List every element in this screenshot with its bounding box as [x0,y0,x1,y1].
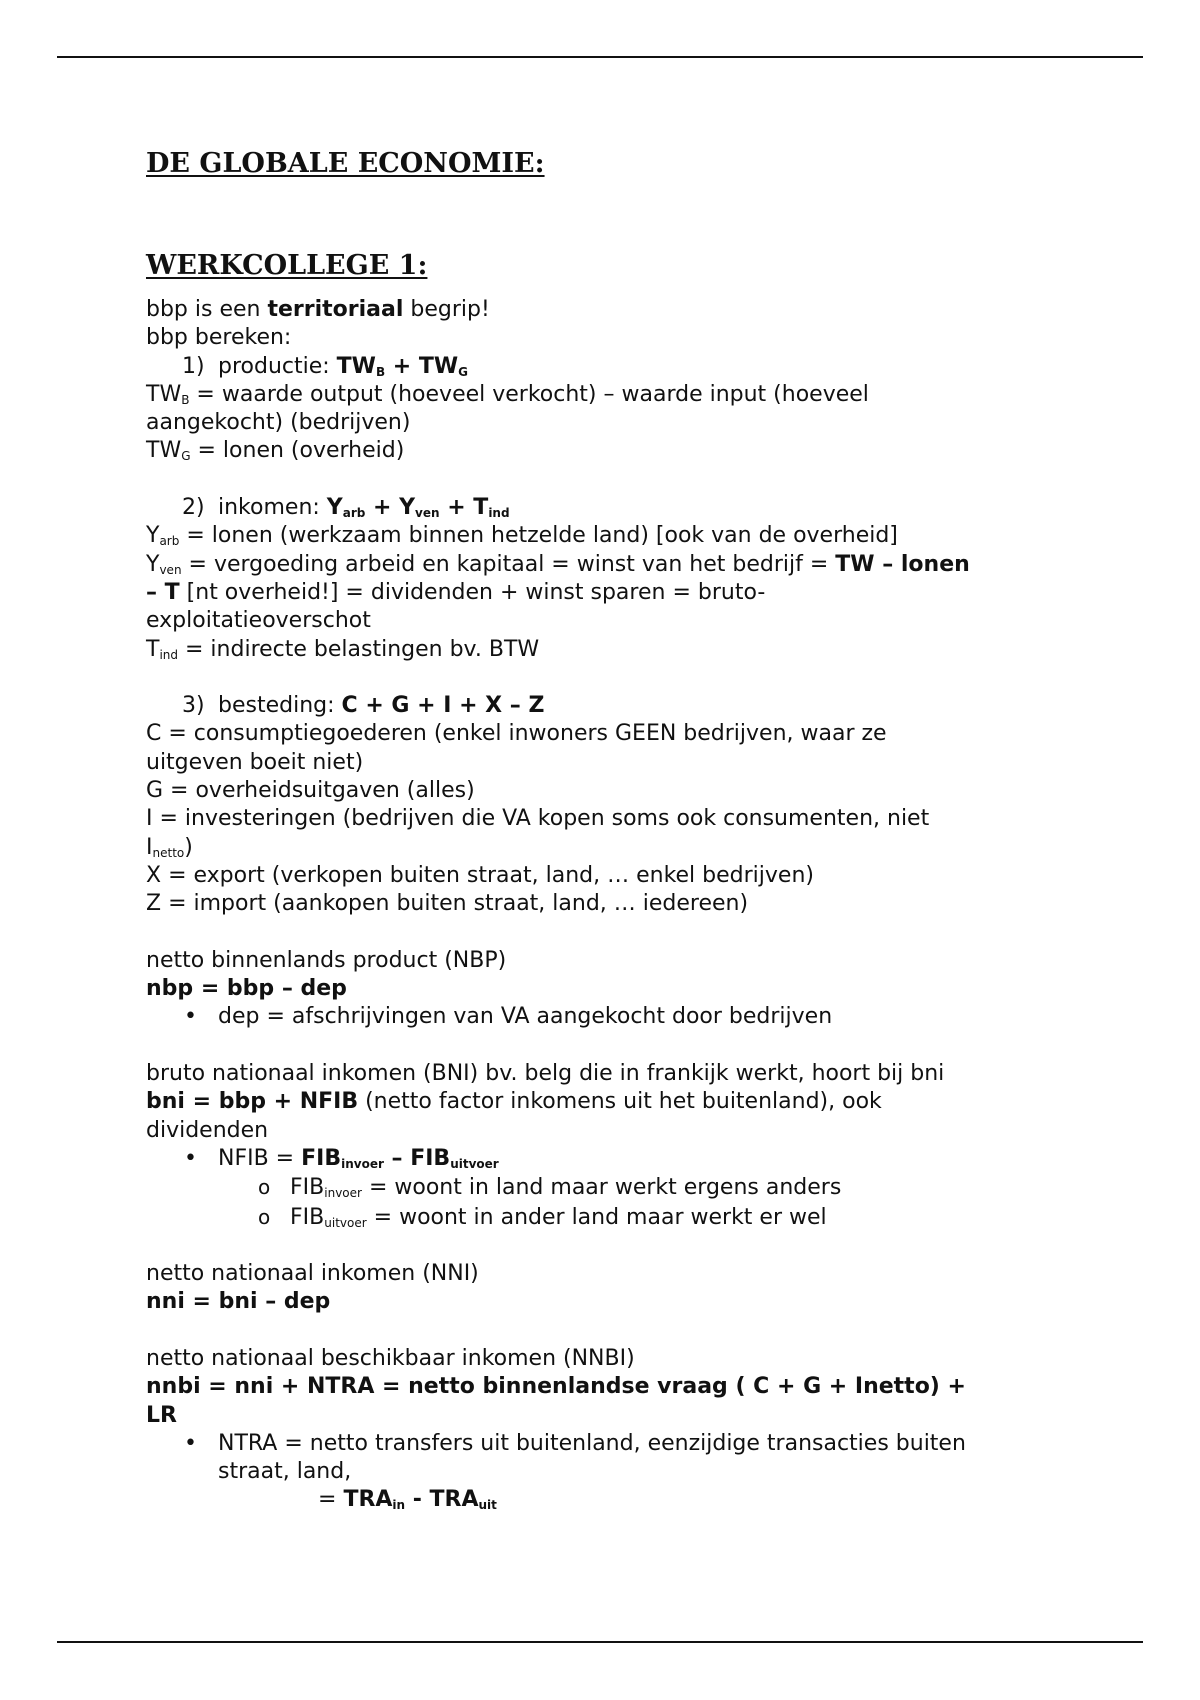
bbp-calc-intro: bbp bereken: [146,325,292,351]
c-definition-cont: uitgeven boeit niet) [146,749,364,775]
i-definition-cont: $I_{netto}$) [146,834,193,860]
i-definition: I = investeringen (bedrijven die VA kopen soms ook consumenten, niet [146,806,930,832]
fib-invoer-item: o $FIB_{invoer}$ = woont in land maar werkt ergens anders [146,1173,1076,1202]
nni-formula: nni = bni – dep [146,1289,331,1315]
nbp-bullet: • dep = afschrijvingen van VA aangekocht door bedrijven [146,1003,1076,1031]
section-heading: WERKCOLLEGE 1: [146,250,428,281]
nni-title: netto nationaal inkomen (NNI) [146,1261,479,1287]
header-rule [57,56,1143,58]
z-definition: Z = import (aankopen buiten straat, land, … iedereen) [146,891,749,917]
twb-definition-cont: aangekocht) (bedrijven) [146,410,411,436]
productie-item: 1) productie: $TW_B + TW_G$ [182,353,468,379]
ntra-bullet: • NTRA = netto transfers uit buitenland, eenzijdige transacties buiten [146,1430,1076,1458]
bullet-icon: • [184,1004,197,1030]
tind-definition: $T_{ind}$ = indirecte belastingen bv. BTW [146,636,540,662]
ntra-equation: = $TRA_{in} - TRA_{uit}$ [318,1487,497,1513]
x-definition: X = export (verkopen buiten straat, land, … enkel bedrijven) [146,862,814,888]
inkomen-item: 2) inkomen: $Y_{arb} + Y_{ven} + T_{ind}$ [182,495,510,521]
bullet-icon: • [184,1430,197,1456]
nnbi-formula-cont: LR [146,1402,177,1428]
fib-uitvoer-item: o $FIB_{uitvoer}$ = woont in ander land maar werkt er wel [146,1203,1076,1232]
nfib-bullet: • NFIB = $FIB_{invoer} - FIB_{uitvoer}$ [146,1145,1076,1173]
document-body [146,296,1076,1515]
nnbi-formula: nnbi = nni + NTRA = netto binnenlandse vraag ( C + G + Inetto) + [146,1374,966,1400]
twg-definition: $TW_G$ = lonen (overheid) [146,438,405,464]
bullet-icon: • [184,1145,197,1171]
bbp-definition: bbp is een territoriaal begrip! [146,297,490,322]
besteding-item: 3) besteding: C + G + I + X – Z [182,693,545,719]
yven-definition-cont2: exploitatieoverschot [146,608,371,634]
circle-bullet-icon: o [258,1175,271,1200]
twb-definition: $TW_B$ = waarde output (hoeveel verkocht) – waarde input (hoeveel [146,381,869,407]
c-definition: C = consumptiegoederen (enkel inwoners GEEN bedrijven, waar ze [146,721,887,747]
ntra-bullet-cont: straat, land, [218,1459,352,1485]
yven-definition-cont: – T [nt overheid!] = dividenden + winst sparen = bruto- [146,579,766,605]
footer-rule [57,1641,1143,1643]
circle-bullet-icon: o [258,1204,271,1229]
yarb-definition: $Y_{arb}$ = lonen (werkzaam binnen hetzelde land) [ook van de overheid] [146,523,898,549]
nnbi-title: netto nationaal beschikbaar inkomen (NNBI) [146,1345,635,1371]
bni-formula-cont: dividenden [146,1117,269,1143]
nbp-formula: nbp = bbp – dep [146,976,347,1002]
g-definition: G = overheidsuitgaven (alles) [146,778,475,804]
nbp-title: netto binnenlands product (NBP) [146,947,507,973]
bni-title: bruto nationaal inkomen (BNI) bv. belg die in frankijk werkt, hoort bij bni [146,1061,945,1087]
document-title: DE GLOBALE ECONOMIE: [146,148,545,179]
bni-formula: bni = bbp + NFIB (netto factor inkomens uit het buitenland), ook [146,1089,882,1115]
yven-definition: $Y_{ven}$ = vergoeding arbeid en kapitaal = winst van het bedrijf = TW – lonen [146,551,970,577]
